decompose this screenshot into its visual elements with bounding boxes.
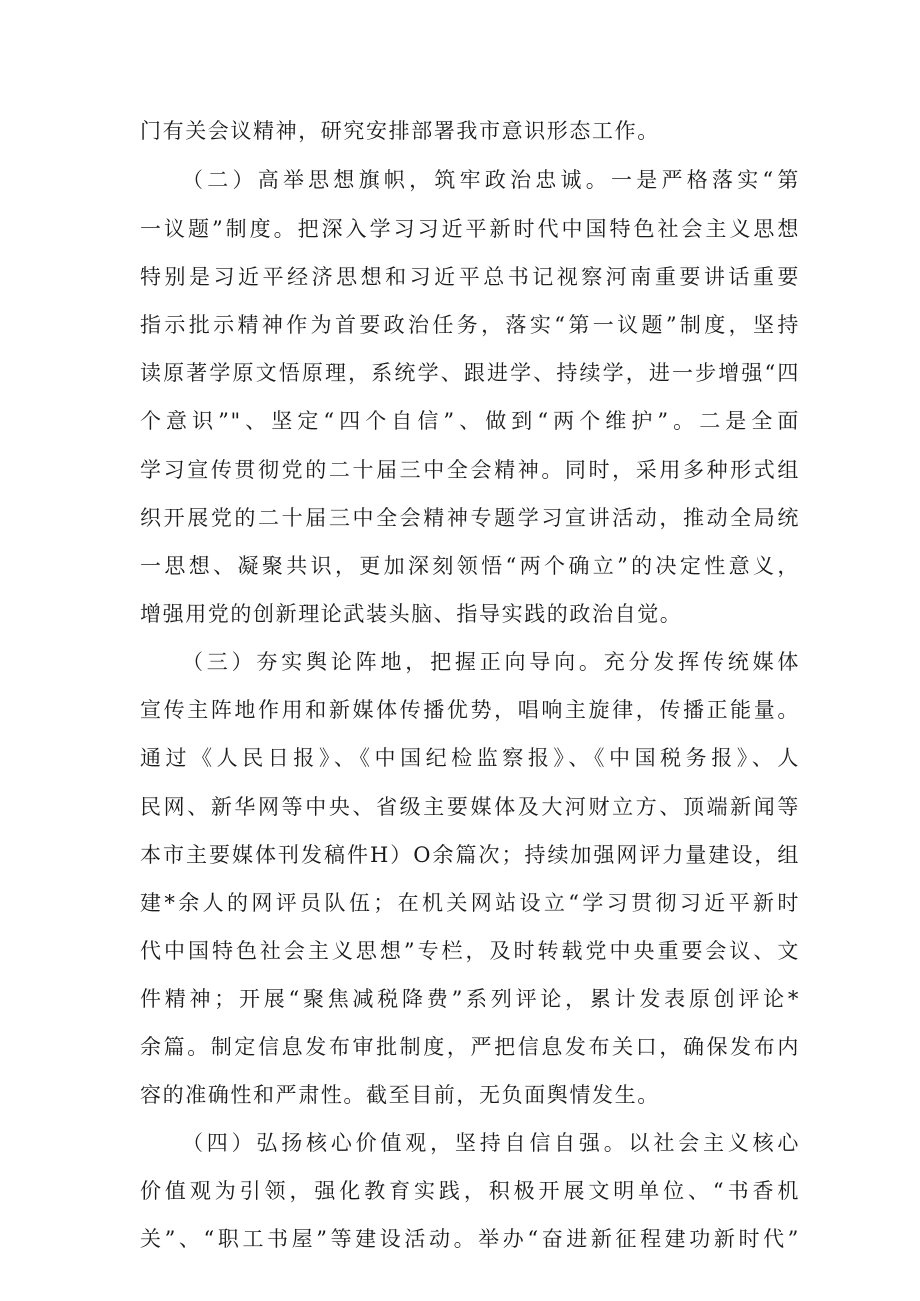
text-line: 件精神；开展“聚焦减税降费”系列评论，累计发表原创评论*: [140, 987, 800, 1011]
text-line: 宣传主阵地作用和新媒体传播优势，唱响主旋律，传播正能量。: [140, 698, 800, 722]
text-line: 门有关会议精神，研究安排部署我市意识形态工作。: [140, 119, 660, 143]
text-line: 本市主要媒体刊发稿件H）O余篇次；持续加强网评力量建设，组: [140, 843, 800, 867]
text-line: 读原著学原文悟原理，系统学、跟进学、持续学，进一步增强“四: [140, 361, 800, 385]
text-line: 容的准确性和严肃性。截至目前，无负面舆情发生。: [140, 1083, 660, 1107]
text-line: 一思想、凝聚共识，更加深刻领悟“两个确立”的决定性意义，: [140, 554, 800, 578]
text-line: 学习宣传贯彻党的二十届三中全会精神。同时，采用多种形式组: [140, 458, 800, 482]
text-line: 民网、新华网等中央、省级主要媒体及大河财立方、顶端新闻等: [140, 795, 800, 819]
text-line: 一议题”制度。把深入学习习近平新时代中国特色社会主义思想: [140, 217, 800, 241]
text-line: 建*余人的网评员队伍；在机关网站设立“学习贯彻习近平新时: [140, 891, 800, 915]
text-line: 个意识”"、坚定“四个自信”、做到“两个维护”。二是全面: [140, 409, 800, 433]
text-line: （三）夯实舆论阵地，把握正向导向。充分发挥传统媒体: [182, 650, 800, 674]
text-line: 特别是习近平经济思想和习近平总书记视察河南重要讲话重要: [140, 265, 800, 289]
text-line: 指示批示精神作为首要政治任务，落实“第一议题”制度，坚持: [140, 313, 800, 337]
text-line: 通过《人民日报》、《中国纪检监察报》、《中国税务报》、人: [140, 746, 800, 770]
text-line: （二）高举思想旗帜，筑牢政治忠诚。一是严格落实“第: [182, 168, 800, 192]
text-line: 关”、“职工书屋”等建设活动。举办“奋进新征程建功新时代”: [140, 1227, 800, 1251]
text-line: 增强用党的创新理论武装头脑、指导实践的政治自觉。: [140, 602, 683, 626]
text-line: 余篇。制定信息发布审批制度，严把信息发布关口，确保发布内: [140, 1035, 800, 1059]
text-line: 代中国特色社会主义思想”专栏，及时转载党中央重要会议、文: [140, 939, 800, 963]
text-line: 价值观为引领，强化教育实践，积极开展文明单位、“书香机: [140, 1179, 800, 1203]
text-line: （四）弘扬核心价值观，坚持自信自强。以社会主义核心: [182, 1131, 800, 1155]
text-line: 织开展党的二十届三中全会精神专题学习宣讲活动，推动全局统: [140, 506, 800, 530]
